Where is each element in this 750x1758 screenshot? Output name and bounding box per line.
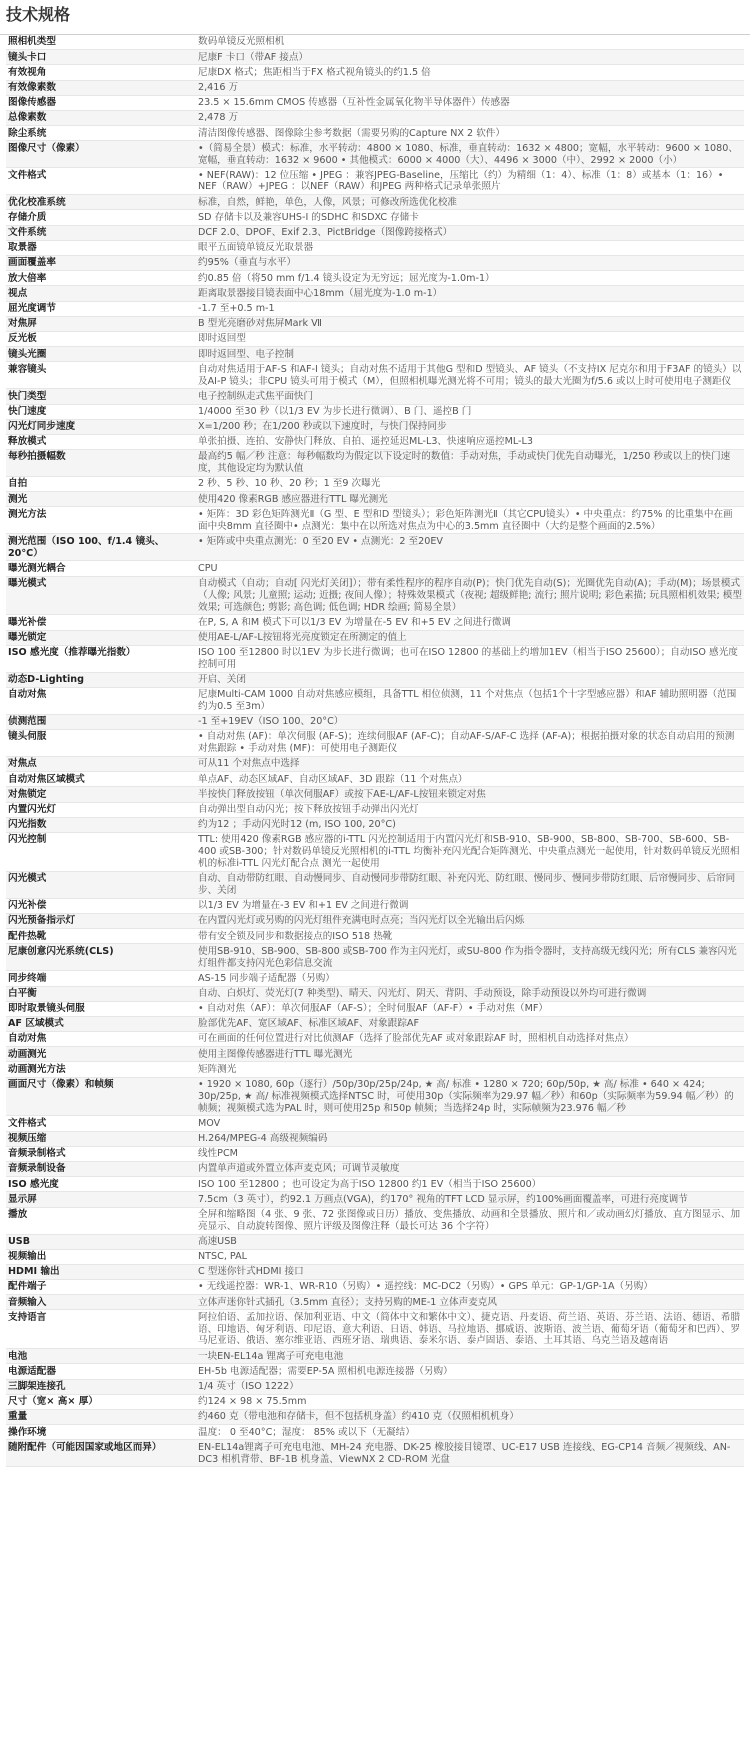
spec-label: 测光 [6,492,196,507]
spec-value: 阿拉伯语、孟加拉语、保加利亚语、中文（简体中文和繁体中文）、捷克语、丹麦语、荷兰语、英语、芬兰语、法语、德语、希腊语、印地语、匈牙利语、印尼语、意大利语、日语、韩语、马拉地语、挪威语、波斯语、波兰语、葡萄牙语（葡萄牙和巴西）、罗马尼亚语、俄语、塞尔维亚语、西班牙语、瑞典语、泰米尔语、泰卢固语、泰语、土耳其语、乌克兰语及越南语 [196,1310,744,1349]
spec-row [6,929,744,944]
spec-row [6,1032,744,1047]
spec-value: 脸部优先AF、宽区域AF、标准区域AF、对象跟踪AF [196,1016,744,1031]
spec-row [6,1364,744,1379]
spec-row [6,126,744,141]
spec-value: ISO 100 至12800 时以1EV 为步长进行微调；也可在ISO 12800 的基础上约增加1EV（相当于ISO 25600）；自动ISO 感光度控制可用 [196,645,744,672]
spec-value: MOV [196,1116,744,1131]
spec-row [6,833,744,872]
spec-value: 约124 × 98 × 75.5mm [196,1394,744,1409]
spec-label: 播放 [6,1207,196,1234]
spec-label: 快门速度 [6,404,196,419]
spec-value: DCF 2.0、DPOF、Exif 2.3、PictBridge（图像跨接格式） [196,225,744,240]
spec-value: 约0.85 倍（将50 mm f/1.4 镜头设定为无穷远；屈光度为-1.0m-1） [196,271,744,286]
spec-value: 带有安全锁及同步和数据接点的ISO 518 热靴 [196,929,744,944]
spec-value: 自动弹出型自动闪光；按下释放按钮手动弹出闪光灯 [196,802,744,817]
spec-row [6,630,744,645]
spec-value: 尼康F 卡口（带AF 接点） [196,50,744,65]
spec-row [6,757,744,772]
spec-label: HDMI 输出 [6,1264,196,1279]
spec-label: 自动对焦区域模式 [6,772,196,787]
spec-row [6,434,744,449]
spec-value: 7.5cm（3 英寸），约92.1 万画点(VGA)，约170° 视角的TFT LCD 显示屏，约100%画面覆盖率，可进行亮度调节 [196,1192,744,1207]
spec-row [6,65,744,80]
spec-row [6,1161,744,1176]
spec-value: CPU [196,561,744,576]
spec-value: 23.5 × 15.6mm CMOS 传感器（互补性金属氧化物半导体器件）传感器 [196,95,744,110]
spec-value: 使用420 像素RGB 感应器进行TTL 曝光测光 [196,492,744,507]
spec-label: 侦测范围 [6,714,196,729]
spec-row [6,1310,744,1349]
spec-label: 快门类型 [6,389,196,404]
spec-label: 自动对焦 [6,1032,196,1047]
spec-value: EN-EL14a锂离子可充电电池、MH-24 充电器、DK-25 橡胶接目镜罩、UC-E17 USB 连接线、EG-CP14 音频／视频线、AN-DC3 相机背带、BF-1B 机身盖、ViewNX 2 CD-ROM 光盘 [196,1440,744,1467]
spec-row [6,95,744,110]
spec-value: 即时返回型 [196,331,744,346]
spec-row [6,1295,744,1310]
spec-label: 音频输入 [6,1295,196,1310]
spec-value: 半按快门释放按钮（单次伺服AF）或按下AE-L/AF-L按钮来锁定对焦 [196,787,744,802]
spec-label: 动态D-Lighting [6,672,196,687]
spec-row [6,615,744,630]
spec-value: SD 存储卡以及兼容UHS-I 的SDHC 和SDXC 存储卡 [196,210,744,225]
spec-value: 一块EN-EL14a 锂离子可充电电池 [196,1349,744,1364]
spec-label: 闪光灯同步速度 [6,419,196,434]
spec-label: 除尘系统 [6,126,196,141]
spec-row [6,913,744,928]
spec-label: 总像素数 [6,110,196,125]
spec-value: 即时返回型、电子控制 [196,347,744,362]
spec-row [6,316,744,331]
spec-value: B 型光亮磨砂对焦屏Mark Ⅶ [196,316,744,331]
spec-row [6,50,744,65]
spec-label: 取景器 [6,240,196,255]
spec-row [6,141,744,168]
spec-row [6,898,744,913]
spec-label: ISO 感光度 [6,1177,196,1192]
spec-label: 闪光预备指示灯 [6,913,196,928]
spec-label: 同步终端 [6,971,196,986]
spec-label: 对焦锁定 [6,787,196,802]
spec-label: 动画测光方法 [6,1062,196,1077]
spec-label: 显示屏 [6,1192,196,1207]
spec-row [6,1394,744,1409]
spec-row [6,1234,744,1249]
spec-row [6,1410,744,1425]
spec-label: 测光方法 [6,507,196,534]
spec-value: 单张拍摄、连拍、安静快门释放、自拍、遥控延迟ML-L3、快速响应遥控ML-L3 [196,434,744,449]
spec-value: 自动、自动带防红眼、自动慢同步、自动慢同步带防红眼、补充闪光、防红眼、慢同步、慢同步带防红眼、后帘慢同步、后帘同步、关闭 [196,871,744,898]
spec-value: 可从11 个对焦点中选择 [196,757,744,772]
spec-label: 音频录制设备 [6,1161,196,1176]
spec-label: 视频压缩 [6,1131,196,1146]
spec-row [6,404,744,419]
spec-value: • 矩阵或中央重点测光：0 至20 EV • 点测光：2 至20EV [196,534,744,561]
spec-value: H.264/MPEG-4 高级视频编码 [196,1131,744,1146]
spec-value: 约95%（垂直与水平） [196,256,744,271]
spec-label: 曝光补偿 [6,615,196,630]
spec-row [6,944,744,971]
spec-label: 尼康创意闪光系统(CLS) [6,944,196,971]
spec-row [6,730,744,757]
spec-value: • 矩阵：3D 彩色矩阵测光Ⅱ（G 型、E 型和D 型镜头）；彩色矩阵测光Ⅱ（其它CPU镜头）• 中央重点：约75% 的比重集中在画面中央8mm 直径圈中• 点测光：集中在以所选对焦点为中心的3.5mm 直径圈中（大约是整个画面的2.5%） [196,507,744,534]
spec-value: 数码单镜反光照相机 [196,35,744,50]
spec-label: 图像传感器 [6,95,196,110]
spec-value: 内置单声道或外置立体声麦克风；可调节灵敏度 [196,1161,744,1176]
spec-value: 温度： 0 至40°C；湿度： 85% 或以下（无凝结） [196,1425,744,1440]
spec-label: ISO 感光度（推荐曝光指数） [6,645,196,672]
spec-value: 线性PCM [196,1146,744,1161]
page-title: 技术规格 [0,0,750,35]
spec-value: 矩阵测光 [196,1062,744,1077]
spec-label: 优化校准系统 [6,195,196,210]
spec-value: 单点AF、动态区域AF、自动区域AF、3D 跟踪（11 个对焦点） [196,772,744,787]
spec-label: 支持语言 [6,1310,196,1349]
spec-value: 清洁图像传感器、图像除尘参考数据（需要另购的Capture NX 2 软件） [196,126,744,141]
spec-label: 闪光指数 [6,817,196,832]
spec-label: 视频输出 [6,1249,196,1264]
spec-row [6,225,744,240]
spec-row [6,534,744,561]
spec-value: 立体声迷你针式插孔（3.5mm 直径）；支持另购的ME-1 立体声麦克风 [196,1295,744,1310]
spec-label: 操作环境 [6,1425,196,1440]
spec-value: NTSC, PAL [196,1249,744,1264]
spec-value: 在内置闪光灯或另购的闪光灯组件充满电时点亮；当闪光灯以全光输出后闪烁 [196,913,744,928]
spec-label: 屈光度调节 [6,301,196,316]
spec-label: 曝光模式 [6,576,196,615]
spec-value: AS-15 同步端子适配器（另购） [196,971,744,986]
spec-value: X=1/200 秒；在1/200 秒或以下速度时，与快门保持同步 [196,419,744,434]
spec-row [6,301,744,316]
spec-label: 图像尺寸（像素） [6,141,196,168]
spec-label: 每秒拍摄幅数 [6,450,196,477]
spec-label: 内置闪光灯 [6,802,196,817]
spec-value: 电子控制纵走式焦平面快门 [196,389,744,404]
spec-row [6,1207,744,1234]
spec-value: 全屏和缩略图（4 张、9 张、72 张图像或日历）播放、变焦播放、动画和全景播放、照片和／或动画幻灯播放、直方图显示、加亮显示、自动旋转图像、照片评级及图像注释（最长可达 36 个字符） [196,1207,744,1234]
spec-label: 视点 [6,286,196,301]
spec-row [6,362,744,389]
spec-value: • 自动对焦（AF）：单次伺服AF（AF-S）；全时伺服AF（AF-F）• 手动对焦（MF） [196,1001,744,1016]
spec-row [6,1131,744,1146]
spec-row [6,787,744,802]
spec-value: 开启、关闭 [196,672,744,687]
spec-row [6,1146,744,1161]
spec-row [6,561,744,576]
spec-row [6,450,744,477]
spec-value: • 1920 × 1080, 60p（逐行）/50p/30p/25p/24p, ★ 高/ 标准 • 1280 × 720; 60p/50p, ★ 高/ 标准 • 640 × 424; 30p/25p, ★ 高/ 标准视频模式选择NTSC 时，可使用30p（实际频率为29.97 幅／秒）和60p（实际频率为59.94 幅／秒）的帧频；视频模式选为PAL 时，则可使用25p 和50p 帧频；当选择24p 时，实际帧频为23.976 幅／秒 [196,1077,744,1116]
spec-label: 配件端子 [6,1280,196,1295]
spec-label: 兼容镜头 [6,362,196,389]
spec-value: • 无线遥控器：WR-1、WR-R10（另购）• 遥控线：MC-DC2（另购）• GPS 单元：GP-1/GP-1A（另购） [196,1280,744,1295]
spec-label: 重量 [6,1410,196,1425]
spec-row [6,1379,744,1394]
spec-row [6,986,744,1001]
spec-row [6,331,744,346]
spec-row [6,772,744,787]
spec-value: •（简易全景）模式：标准，水平转动：4800 × 1080、标准，垂直转动：1632 × 4800；宽幅，水平转动：9600 × 1080、宽幅，垂直转动：1632 × 9600 • 其他模式：6000 × 4000（大）、4496 × 3000（中）、2992 × 2000（小） [196,141,744,168]
spec-label: 电源适配器 [6,1364,196,1379]
spec-value: 约为12 ；手动闪光时12 (m, ISO 100, 20°C) [196,817,744,832]
spec-value: 约460 克（带电池和存储卡，但不包括机身盖）约410 克（仅照相机机身） [196,1410,744,1425]
spec-value: 2,478 万 [196,110,744,125]
spec-row [6,1249,744,1264]
spec-value: • 自动对焦 (AF)：单次伺服 (AF-S)；连续伺服AF (AF-C)；自动AF-S/AF-C 选择 (AF-A)；根据拍摄对象的状态自动启用的预测对焦跟踪 • 手动对焦 (MF)：可使用电子测距仪 [196,730,744,757]
spec-row [6,1280,744,1295]
spec-label: 自动对焦 [6,687,196,714]
spec-value: 尼康DX 格式；焦距相当于FX 格式视角镜头的约1.5 倍 [196,65,744,80]
spec-row [6,1116,744,1131]
spec-label: 电池 [6,1349,196,1364]
spec-row [6,477,744,492]
spec-value: 眼平五面镜单镜反光取景器 [196,240,744,255]
spec-label: 曝光测光耦合 [6,561,196,576]
spec-row [6,1192,744,1207]
spec-label: 文件格式 [6,1116,196,1131]
spec-label: 闪光控制 [6,833,196,872]
spec-row [6,1264,744,1279]
spec-value: ISO 100 至12800 ；也可设定为高于ISO 12800 约1 EV（相当于ISO 25600） [196,1177,744,1192]
spec-row [6,714,744,729]
spec-row [6,271,744,286]
spec-row [6,971,744,986]
spec-label: 闪光模式 [6,871,196,898]
spec-row [6,672,744,687]
spec-label: 有效视角 [6,65,196,80]
spec-row [6,240,744,255]
spec-value: • NEF(RAW)：12 位压缩 • JPEG ：兼容JPEG-Baseline，压缩比（约）为精细（1：4）、标准（1：8）或基本（1：16）• NEF（RAW）+JPEG ：以NEF（RAW）和JPEG 两种格式记录单张照片 [196,168,744,195]
spec-table-body [6,35,744,1467]
spec-row [6,35,744,50]
spec-value: -1.7 至+0.5 m-1 [196,301,744,316]
spec-label: 画面覆盖率 [6,256,196,271]
spec-label: 尺寸（宽× 高× 厚） [6,1394,196,1409]
spec-row [6,195,744,210]
spec-value: 2 秒、5 秒、10 秒、20 秒；1 至9 次曝光 [196,477,744,492]
spec-row [6,168,744,195]
spec-row [6,802,744,817]
spec-value: 2,416 万 [196,80,744,95]
spec-label: 存储介质 [6,210,196,225]
spec-row [6,210,744,225]
spec-row [6,576,744,615]
spec-row [6,645,744,672]
spec-value: 标准，自然，鲜艳，单色，人像，风景；可修改所选优化校准 [196,195,744,210]
spec-value: 自动、白炽灯、荧光灯(7 种类型)、晴天、闪光灯、阴天、背阴、手动预设，除手动预设以外均可进行微调 [196,986,744,1001]
spec-label: 即时取景镜头伺服 [6,1001,196,1016]
spec-row [6,419,744,434]
spec-label: 动画测光 [6,1047,196,1062]
spec-label: 有效像素数 [6,80,196,95]
spec-row [6,1047,744,1062]
spec-value: -1 至+19EV（ISO 100、20°C） [196,714,744,729]
spec-label: 照相机类型 [6,35,196,50]
spec-value: EH-5b 电源适配器；需要EP-5A 照相机电源连接器（另购） [196,1364,744,1379]
spec-table [6,35,744,1467]
spec-label: 白平衡 [6,986,196,1001]
spec-value: 1/4000 至30 秒（以1/3 EV 为步长进行微调）、B 门、遥控B 门 [196,404,744,419]
spec-label: 自拍 [6,477,196,492]
spec-label: 测光范围（ISO 100、f/1.4 镜头、20°C） [6,534,196,561]
spec-value: 以1/3 EV 为增量在-3 EV 和+1 EV 之间进行微调 [196,898,744,913]
spec-value: 高速USB [196,1234,744,1249]
spec-row [6,1425,744,1440]
spec-label: 曝光锁定 [6,630,196,645]
spec-row [6,1077,744,1116]
spec-row [6,1177,744,1192]
spec-value: 尼康Multi-CAM 1000 自动对焦感应模组，具备TTL 相位侦测，11 个对焦点（包括1个十字型感应器）和AF 辅助照明器（范围约为0.5 至3m） [196,687,744,714]
spec-label: 镜头伺服 [6,730,196,757]
spec-value: C 型迷你针式HDMI 接口 [196,1264,744,1279]
spec-value: 使用AE-L/AF-L按钮将光亮度锁定在所测定的值上 [196,630,744,645]
spec-label: USB [6,1234,196,1249]
spec-value: 使用主图像传感器进行TTL 曝光测光 [196,1047,744,1062]
spec-label: 闪光补偿 [6,898,196,913]
spec-row [6,871,744,898]
spec-value: TTL: 使用420 像素RGB 感应器的i-TTL 闪光控制适用于内置闪光灯和SB-910、SB-900、SB-800、SB-700、SB-600、SB-400 或SB-300；针对数码单镜反光照相机的i-TTL 均衡补充闪光配合矩阵测光、中央重点测光一起使用，针对数码单镜反光照相机的标准i-TTL 闪光灯配合点 测光一起使用 [196,833,744,872]
spec-label: 释放模式 [6,434,196,449]
spec-row [6,389,744,404]
spec-row [6,347,744,362]
spec-label: 音频录制格式 [6,1146,196,1161]
spec-row [6,110,744,125]
spec-row [6,286,744,301]
spec-label: 文件格式 [6,168,196,195]
spec-value: 在P, S, A 和M 模式下可以1/3 EV 为增量在-5 EV 和+5 EV 之间进行微调 [196,615,744,630]
spec-row [6,1062,744,1077]
spec-row [6,1440,744,1467]
spec-value: 1/4 英寸（ISO 1222） [196,1379,744,1394]
spec-value: 距离取景器接目镜表面中心18mm（屈光度为-1.0 m-1） [196,286,744,301]
spec-label: 放大倍率 [6,271,196,286]
spec-value: 使用SB-910、SB-900、SB-800 或SB-700 作为主闪光灯，或SU-800 作为指令器时，支持高级无线闪光；所有CLS 兼容闪光灯组件都支持闪光色彩信息交流 [196,944,744,971]
spec-value: 自动模式（自动；自动[ 闪光灯关闭]）；带有柔性程序的程序自动(P)；快门优先自动(S)；光圈优先自动(A)；手动(M)；场景模式（人像; 风景; 儿童照; 运动; 近摄; 夜间人像）；特殊效果模式（夜视; 超级鲜艳; 流行; 照片说明; 彩色素描; 玩具照相机效果; 模型效果; 可选颜色; 剪影; 高色调; 低色调; HDR 绘画; 简易全景） [196,576,744,615]
spec-row [6,1349,744,1364]
spec-row [6,1016,744,1031]
spec-label: 文件系统 [6,225,196,240]
spec-label: AF 区域模式 [6,1016,196,1031]
spec-value: 可在画面的任何位置进行对比侦测AF（选择了脸部优先AF 或对象跟踪AF 时，照相机自动选择对焦点） [196,1032,744,1047]
spec-row [6,687,744,714]
spec-row [6,256,744,271]
spec-label: 三脚架连接孔 [6,1379,196,1394]
spec-row [6,507,744,534]
spec-label: 画面尺寸（像素）和帧频 [6,1077,196,1116]
spec-label: 随附配件（可能因国家或地区而异） [6,1440,196,1467]
spec-value: 最高约5 幅／秒 注意：每秒幅数均为假定以下设定时的数值：手动对焦，手动或快门优先自动曝光，1/250 秒或以上的快门速度，其他设定均为默认值 [196,450,744,477]
spec-label: 镜头光圈 [6,347,196,362]
spec-label: 反光板 [6,331,196,346]
spec-row [6,1001,744,1016]
spec-value: 自动对焦适用于AF-S 和AF-I 镜头；自动对焦不适用于其他G 型和D 型镜头、AF 镜头（不支持IX 尼克尔和用于F3AF 的镜头）以及AI-P 镜头；非CPU 镜头可用于模式（M），但照相机曝光测光将不可用；镜头的最大光圈为f/5.6 或以上时可使用电子测距仪 [196,362,744,389]
spec-label: 配件热靴 [6,929,196,944]
spec-row [6,492,744,507]
spec-row [6,80,744,95]
spec-row [6,817,744,832]
spec-label: 镜头卡口 [6,50,196,65]
spec-label: 对焦屏 [6,316,196,331]
spec-label: 对焦点 [6,757,196,772]
